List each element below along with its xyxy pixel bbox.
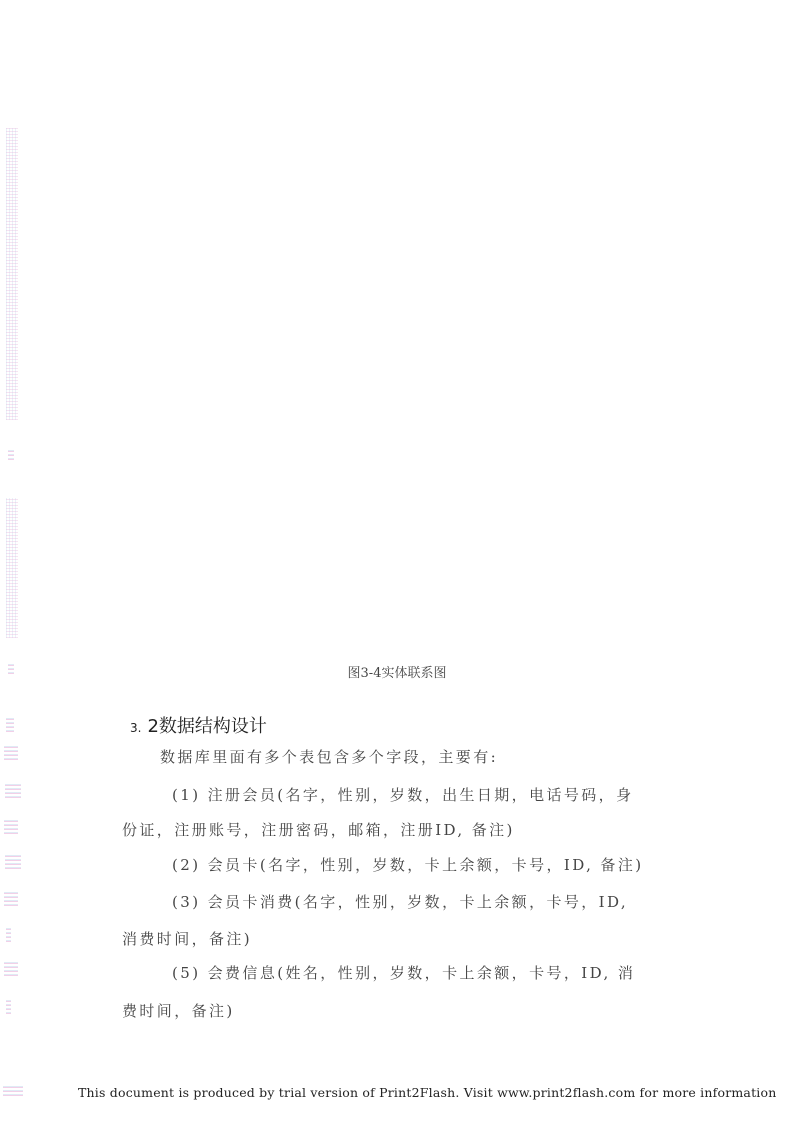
section-number: 3. bbox=[130, 721, 142, 735]
scan-artifact-middle bbox=[6, 498, 18, 638]
scan-artifact-mark bbox=[5, 855, 21, 869]
scan-artifact-mark bbox=[6, 716, 14, 732]
scan-artifact-mark bbox=[6, 1000, 11, 1014]
list-item-2-line-1: (2) 会员卡(名字，性别，岁数，卡上余额，卡号，ID, 备注) bbox=[172, 856, 644, 874]
scan-artifact-mark bbox=[4, 820, 18, 834]
list-item-1-line-1: (1) 注册会员(名字，性别，岁数，出生日期，电话号码，身 bbox=[172, 786, 634, 804]
section-heading bbox=[130, 712, 267, 738]
scan-artifact-mark bbox=[4, 892, 18, 906]
trial-version-notice: This document is produced by trial version of Print2Flash. Visit www.print2flash.com for more information bbox=[78, 1085, 777, 1100]
scan-artifact-mark bbox=[8, 448, 14, 460]
list-item-1-line-2: 份证，注册账号，注册密码，邮箱，注册ID, 备注) bbox=[122, 821, 515, 839]
scan-artifact-mark bbox=[3, 1086, 23, 1096]
list-item-3-line-1: (3) 会员卡消费(名字，性别，岁数，卡上余额，卡号，ID, bbox=[172, 893, 629, 911]
list-item-4-line-1: (5) 会费信息(姓名，性别，岁数，卡上余额，卡号，ID, 消 bbox=[172, 964, 636, 982]
section-title: 2数据结构设计 bbox=[147, 716, 267, 737]
scan-artifact-mark bbox=[4, 962, 18, 976]
scan-artifact-mark bbox=[5, 784, 21, 798]
intro-paragraph: 数据库里面有多个表包含多个字段，主要有: bbox=[160, 748, 499, 766]
list-item-4-line-2: 费时间，备注) bbox=[122, 1002, 235, 1020]
list-item-3-line-2: 消费时间，备注) bbox=[122, 930, 253, 948]
scan-artifact-mark bbox=[6, 928, 11, 942]
figure-caption: 图3-4实体联系图 bbox=[347, 666, 447, 681]
scan-artifact-top bbox=[6, 128, 18, 420]
scan-artifact-mark bbox=[4, 746, 18, 760]
